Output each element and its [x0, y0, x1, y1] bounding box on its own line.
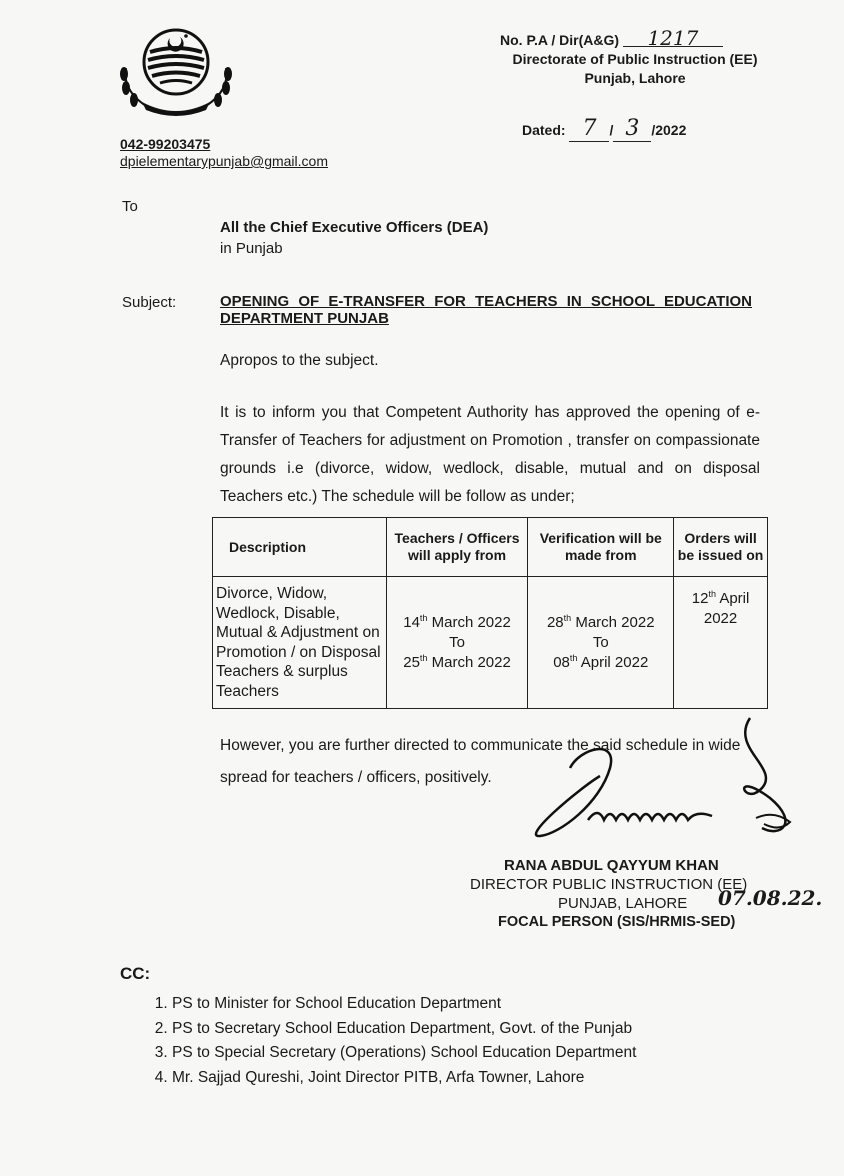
verify-from-rest: March 2022	[571, 613, 655, 631]
paragraph-1: Apropos to the subject.	[220, 352, 379, 369]
table-header-row	[213, 518, 768, 577]
table-row	[213, 577, 768, 709]
cc-list	[150, 992, 636, 1090]
government-emblem-logo	[112, 18, 240, 118]
signatory-title: DIRECTOR PUBLIC INSTRUCTION (EE)	[470, 876, 748, 893]
header-apply: Teachers / Officers will apply from	[386, 518, 528, 577]
contact-info	[120, 136, 328, 170]
header-verification: Verification will be made from	[528, 518, 674, 577]
apply-from-day: 14	[403, 613, 420, 631]
handwritten-date: 07.08.22.	[718, 886, 823, 910]
to-label: To	[122, 198, 138, 215]
ordinal-suffix: th	[419, 612, 428, 623]
subject-label: Subject:	[122, 294, 177, 311]
list-item: 1. PS to Minister for School Education Department	[172, 992, 636, 1017]
list-item: 4. Mr. Sajjad Qureshi, Joint Director PITB, Arfa Towner, Lahore	[172, 1066, 636, 1091]
verify-to-day: 08	[553, 653, 570, 671]
addressee	[220, 217, 488, 259]
office-city: Punjab, Lahore	[584, 70, 686, 86]
apply-from-rest: March 2022	[427, 613, 511, 631]
list-item: 3. PS to Special Secretary (Operations) School Education Department	[172, 1041, 636, 1066]
apply-to-word: To	[449, 633, 465, 651]
dated-month: 3	[613, 116, 651, 142]
addressee-line-2: in Punjab	[220, 240, 283, 257]
apply-to-rest: March 2022	[427, 653, 511, 671]
dated-day: 7	[569, 116, 609, 142]
paragraph-2: It is to inform you that Competent Authority has approved the opening of e-Transfer of Teachers for adjustment on Promotion , transfer on compassionate grounds i.e (divorce, widow, wedlock, disable, mutual and on disposal Teachers etc.) The schedule will be follow as under;	[220, 404, 760, 505]
reference-block	[500, 26, 800, 88]
verify-from-day: 28	[546, 613, 564, 631]
paragraph-3: However, you are further directed to communicate the said schedule in wide spread for teachers / officers, positively.	[220, 737, 741, 786]
dated-year: /2022	[651, 122, 687, 138]
addressee-line-1: All the Chief Executive Officers (DEA)	[220, 219, 489, 236]
signatory-place: PUNJAB, LAHORE	[558, 895, 688, 912]
verify-to-rest: April 2022	[577, 653, 649, 671]
orders-year: 2022	[703, 610, 738, 627]
office-name: Directorate of Public Instruction (EE)	[512, 51, 758, 67]
email-address: dpielementarypunjab@gmail.com	[120, 153, 328, 169]
orders-day: 12	[691, 590, 709, 607]
cc-label: CC:	[120, 964, 151, 983]
focal-person: FOCAL PERSON (SIS/HRMIS-SED)	[498, 914, 736, 930]
signatory-name: RANA ABDUL QAYYUM KHAN	[504, 857, 719, 874]
ref-number: 1217	[623, 30, 723, 47]
cell-apply-dates	[386, 577, 528, 709]
header-orders: Orders will be issued on	[674, 518, 768, 577]
apply-to-day: 25	[403, 653, 420, 671]
subject-text: OPENING OF E-TRANSFER FOR TEACHERS IN SCHOOL EDUCATION DEPARTMENT PUNJAB	[220, 293, 752, 327]
ordinal-suffix: th	[563, 612, 572, 623]
verify-to-word: To	[592, 633, 609, 651]
dated-label: Dated:	[522, 122, 566, 138]
schedule-table	[212, 517, 768, 709]
cell-description: Divorce, Widow, Wedlock, Disable, Mutual & Adjustment on Promotion / on Disposal Teachers & surplus Teachers	[213, 577, 387, 709]
ordinal-suffix: th	[419, 652, 428, 663]
phone-number: 042-99203475	[120, 136, 211, 152]
orders-rest: April	[715, 590, 750, 607]
ordinal-suffix: th	[569, 652, 578, 663]
list-item: 2. PS to Secretary School Education Department, Govt. of the Punjab	[172, 1017, 636, 1042]
dated-line: Dated: 7 / 3 /2022	[522, 116, 687, 141]
cell-orders-date	[674, 577, 768, 709]
ref-label: No. P.A / Dir(A&G)	[500, 32, 620, 48]
header-description: Description	[213, 518, 387, 577]
cell-verification-dates	[528, 577, 674, 709]
ordinal-suffix: th	[708, 589, 716, 599]
